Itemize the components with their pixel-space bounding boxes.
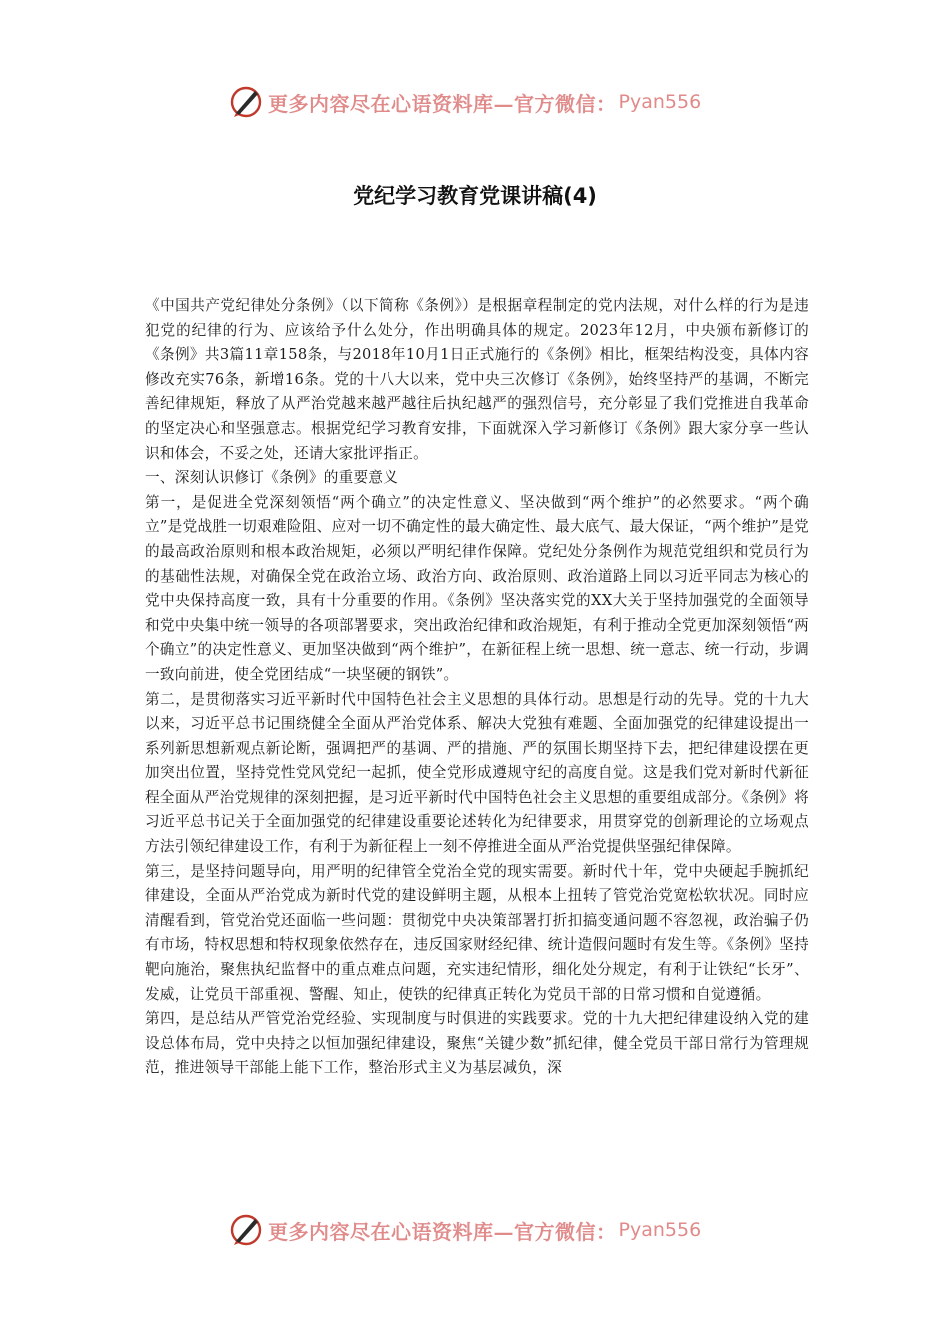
paragraph-third: 第三，是坚持问题导向，用严明的纪律管全党治全党的现实需要。新时代十年，党中央硬起手腕抓纪律建设，全面从严治党成为新时代党的建设鲜明主题，从根本上扭转了管党治党宽松软状况。同时应清醒看到，管党治党还面临一些问题：贯彻党中央决策部署打折扣搞变通问题不容忽视，政治骗子仍有市场，特权思想和特权现象依然存在，违反国家财经纪律、统计造假问题时有发生等。《条例》坚持靶向施治，聚焦执纪监督中的重点难点问题，充实违纪情形，细化处分规定，有利于让铁纪“长牙”、发威，让党员干部重视、警醒、知止，使铁的纪律真正转化为党员干部的日常习惯和自觉遵循。 [145, 862, 809, 1003]
paragraph-first: 第一，是促进全党深刻领悟“两个确立”的决定性意义、坚决做到“两个维护”的必然要求。“两个确立”是党战胜一切艰难险阻、应对一切不确定性的最大确定性、最大底气、最大保证，“两个维护”是党的最高政治原则和根本政治规矩，必须以严明纪律作保障。党纪处分条例作为规范党组织和党员行为的基础性法规，对确保全党在政治立场、政治方向、政治原则、政治道路上同以习近平同志为核心的党中央保持高度一致，具有十分重要的作用。《条例》坚决落实党的XX大关于坚持加强党的全面领导和党中央集中统一领导的各项部署要求，突出政治纪律和政治规矩，有利于推动全党更加深刻领悟“两个确立”的决定性意义、更加坚决做到“两个维护”，在新征程上统一思想、统一意志、统一行动，步调一致向前进，使全党团结成“一块坚硬的钢铁”。 [145, 493, 809, 683]
paragraph-fourth: 第四，是总结从严管党治党经验、实现制度与时俱进的实践要求。党的十九大把纪律建设纳入党的建设总体布局，党中央持之以恒加强纪律建设，聚焦“关键少数”抓纪律，健全党员干部日常行为管理规范，推进领导干部能上能下工作，整治形式主义为基层减负，深 [145, 1010, 809, 1077]
banner-text: 更多内容尽在心语资料库—官方微信： [268, 1219, 617, 1244]
paragraph-second: 第二，是贯彻落实习近平新时代中国特色社会主义思想的具体行动。思想是行动的先导。党的十九大以来，习近平总书记围绕健全全面从严治党体系、解决大党独有难题、全面加强党的纪律建设提出一系列新思想新观点新论断，强调把严的基调、严的措施、严的氛围长期坚持下去，把纪律建设摆在更加突出位置，坚持党性党风党纪一起抓，使全党形成遵规守纪的高度自觉。这是我们党对新时代新征程全面从严治党规律的深刻把握，是习近平新时代中国特色社会主义思想的重要组成部分。《条例》将习近平总书记关于全面加强党的纪律建设重要论述转化为纪律要求，用贯穿党的创新理论的立场观点方法引领纪律建设工作，有利于为新征程上一刻不停推进全面从严治党提供坚强纪律保障。 [145, 690, 809, 856]
document-title: 党纪学习教育党课讲稿(4) [353, 184, 597, 208]
document-body [145, 294, 809, 1081]
banner-contact: Pyan556 [618, 91, 702, 113]
intro-paragraph: 《中国共产党纪律处分条例》（以下简称《条例》）是根据章程制定的党内法规，对什么样的行为是违犯党的纪律的行为、应该给予什么处分，作出明确具体的规定。2023年12月，中央颁布新修订的《条例》共3篇11章158条，与2018年10月1日正式施行的《条例》相比，框架结构没变，具体内容修改充实76条，新增16条。党的十八大以来，党中央三次修订《条例》，始终坚持严的基调，不断完善纪律规矩，释放了从严治党越来越严越往后执纪越严的强烈信号，充分彰显了我们党推进自我革命的坚定决心和坚强意志。根据党纪学习教育安排，下面就深入学习新修订《条例》跟大家分享一些认识和体会，不妥之处，还请大家批评指正。 [145, 297, 809, 462]
header-banner [228, 82, 701, 122]
pen-circle-logo-icon [228, 1212, 264, 1248]
banner-text: 更多内容尽在心语资料库—官方微信： [268, 91, 617, 116]
section-heading: 一、深刻认识修订《条例》的重要意义 [145, 469, 399, 487]
footer-banner [228, 1210, 701, 1250]
pen-circle-logo-icon [228, 84, 264, 120]
banner-contact: Pyan556 [618, 1219, 702, 1241]
